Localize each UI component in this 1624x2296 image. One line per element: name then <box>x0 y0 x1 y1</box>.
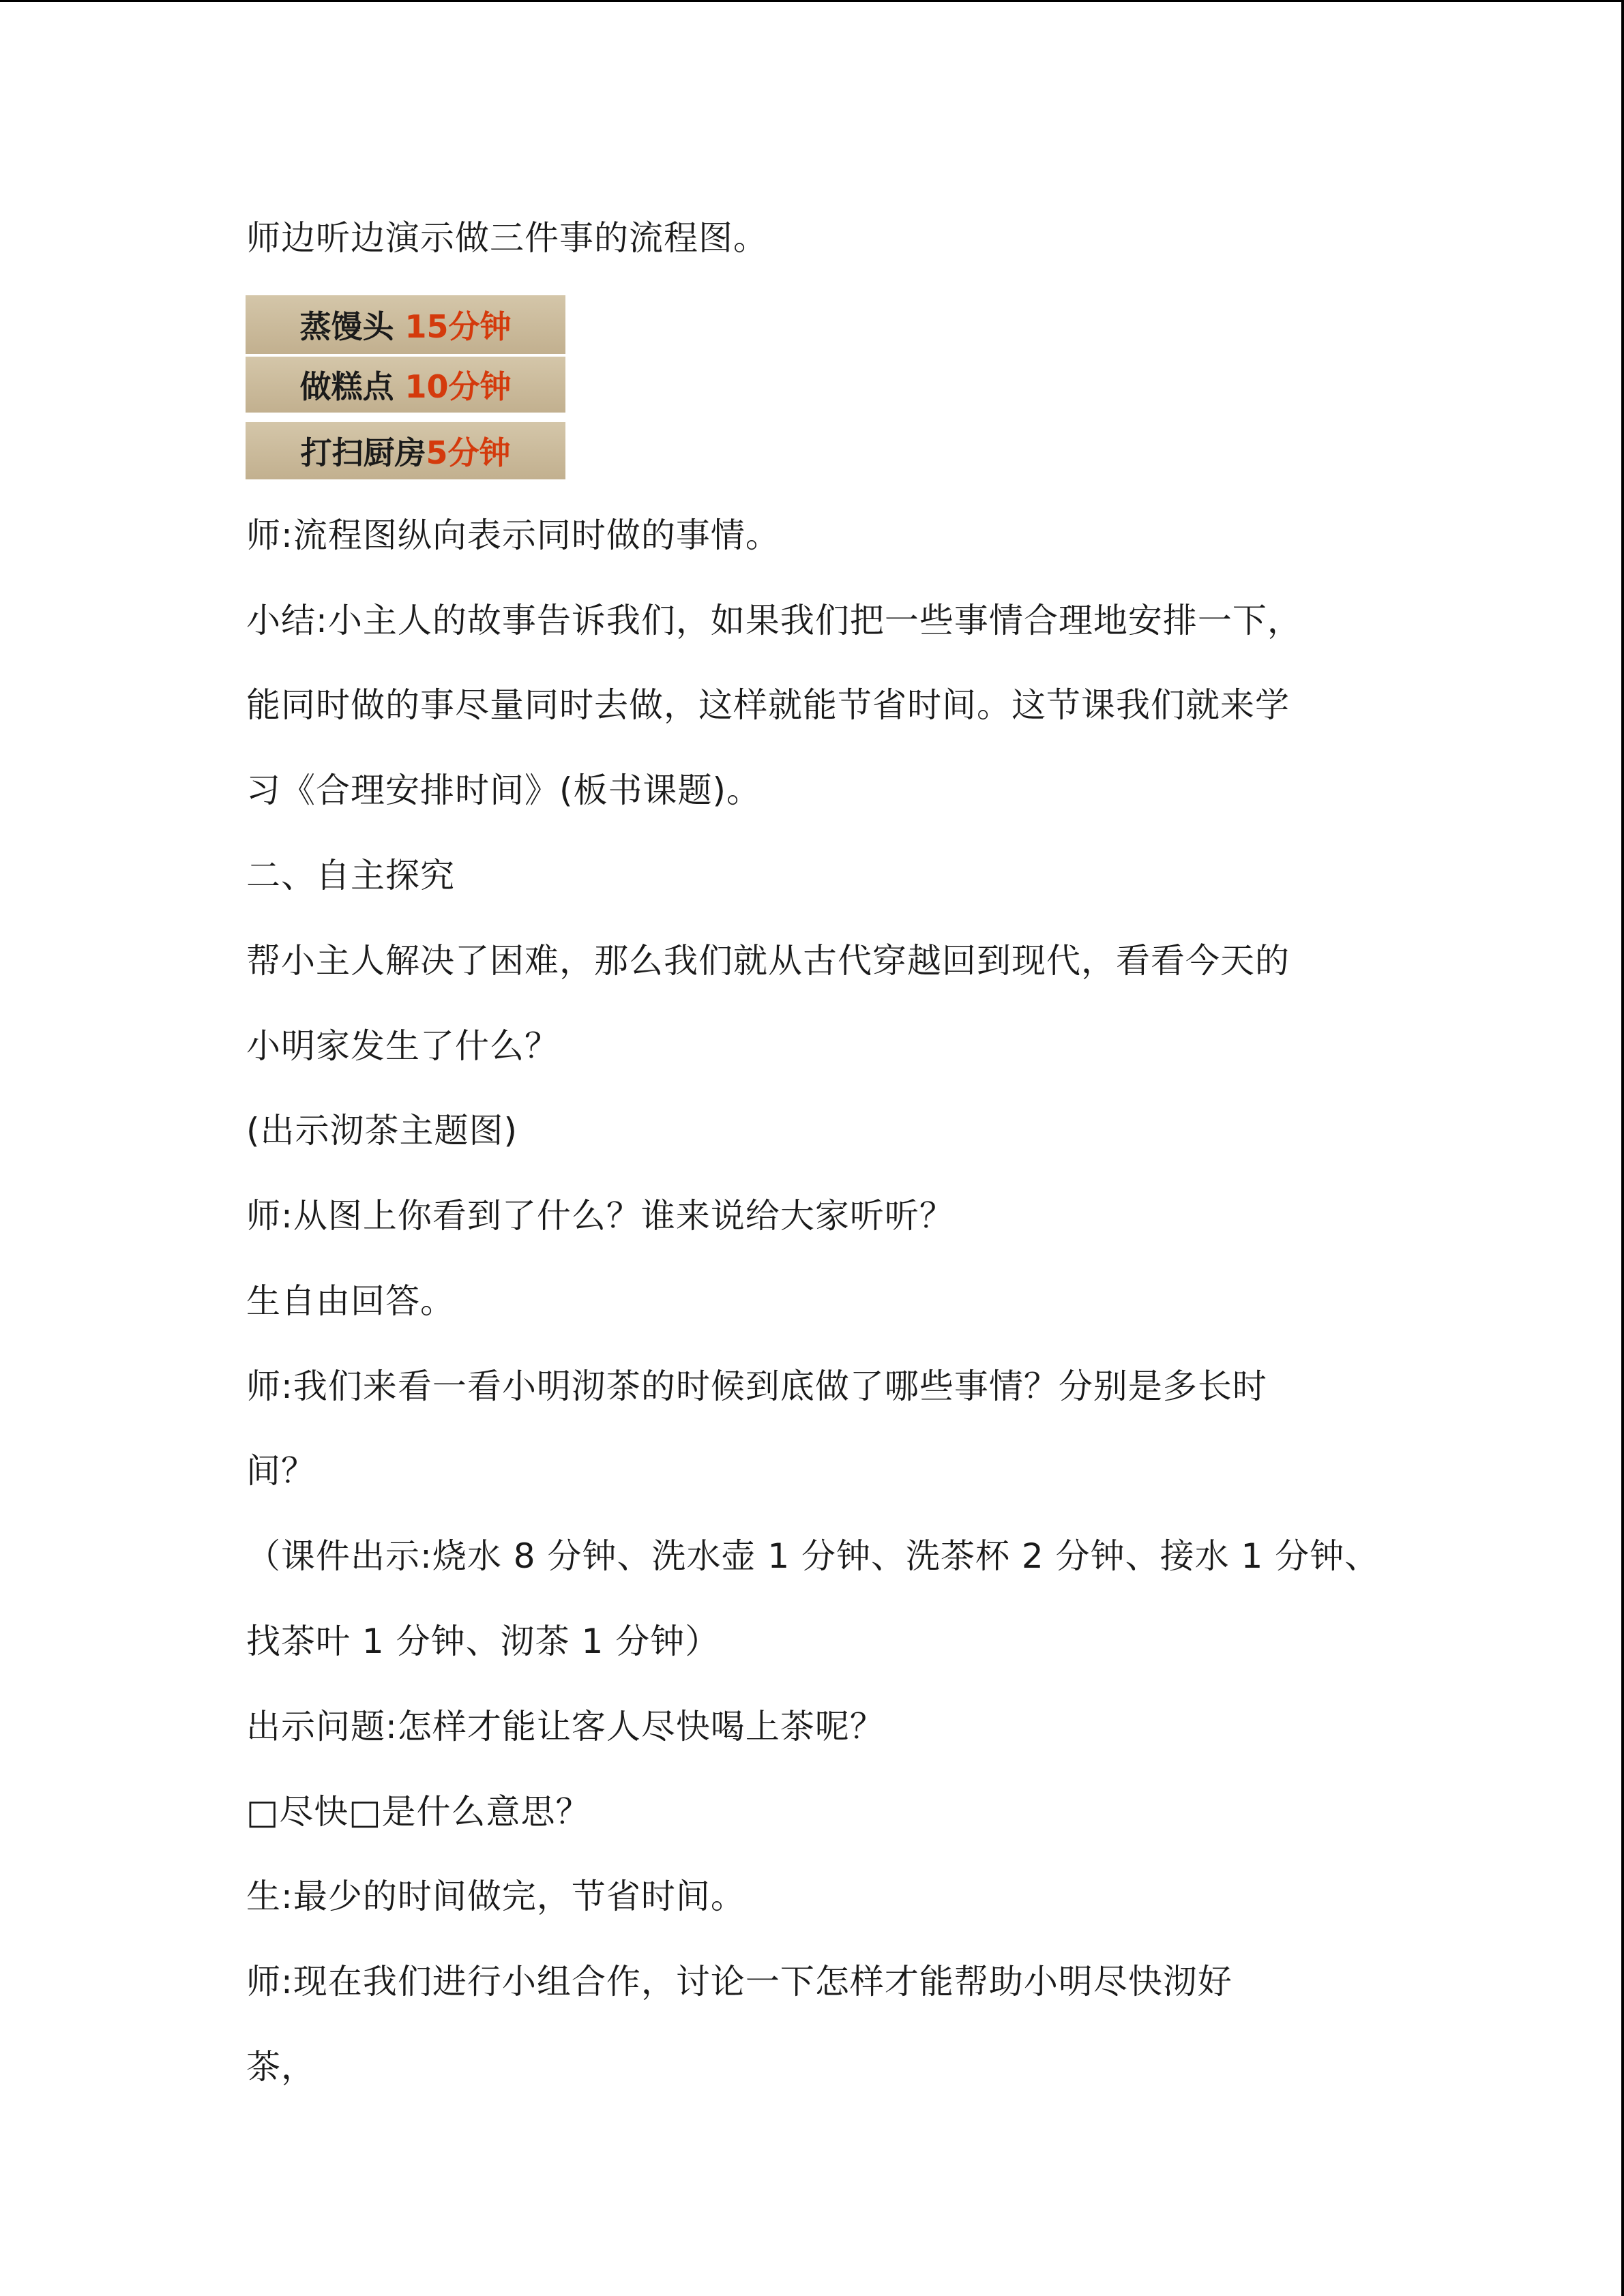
paragraph-line: □尽快□是什么意思？ <box>246 1792 591 1832</box>
paragraph-line: 师:现在我们进行小组合作，讨论一下怎样才能帮助小明尽快沏好 <box>246 1962 1232 2001</box>
paragraph-line: 生:最少的时间做完，节省时间。 <box>246 1877 745 1916</box>
section-heading: 二、自主探究 <box>246 856 455 895</box>
paragraph-line: 小明家发生了什么？ <box>246 1026 559 1066</box>
paragraph-line: 能同时做的事尽量同时去做，这样就能节省时间。这节课我们就来学 <box>246 685 1290 725</box>
paragraph-line: 师:流程图纵向表示同时做的事情。 <box>246 516 780 555</box>
paragraph-line: 间？ <box>246 1451 316 1491</box>
paragraph-line: 出示问题:怎样才能让客人尽快喝上茶呢？ <box>246 1707 885 1746</box>
flowchart-box <box>246 422 565 479</box>
paragraph-line: 生自由回答。 <box>246 1281 455 1321</box>
flowchart <box>246 295 565 479</box>
paragraph-line: (出示沏茶主题图) <box>246 1111 518 1150</box>
flowchart-box <box>246 295 565 354</box>
paragraph-line: 师:从图上你看到了什么？谁来说给大家听听？ <box>246 1196 954 1236</box>
paragraph-line: 找茶叶 1 分钟、沏茶 1 分钟） <box>246 1622 720 1661</box>
flowchart-duration: 15分钟 <box>404 308 512 345</box>
page-border-top <box>0 0 1624 2</box>
paragraph-line: （课件出示:烧水 8 分钟、洗水壶 1 分钟、洗茶杯 2 分钟、接水 1 分钟、 <box>246 1536 1380 1576</box>
paragraph-line: 茶， <box>246 2047 316 2087</box>
paragraph-line: 帮小主人解决了困难，那么我们就从古代穿越回到现代，看看今天的 <box>246 941 1290 981</box>
flowchart-task: 做糕点 <box>299 368 394 405</box>
paragraph-line: 师:我们来看一看小明沏茶的时候到底做了哪些事情？分别是多长时 <box>246 1367 1267 1406</box>
paragraph-line: 习《合理安排时间》(板书课题)。 <box>246 771 762 810</box>
flowchart-duration: 10分钟 <box>404 368 512 405</box>
flowchart-duration: 5分钟 <box>426 434 511 471</box>
flowchart-task: 打扫厨房 <box>300 434 426 471</box>
paragraph-line: 小结:小主人的故事告诉我们，如果我们把一些事情合理地安排一下， <box>246 601 1302 640</box>
paragraph-line: 师边听边演示做三件事的流程图。 <box>246 218 768 258</box>
flowchart-task: 蒸馒头 <box>299 308 394 345</box>
page-border-right <box>1621 0 1624 2296</box>
flowchart-box <box>246 357 565 413</box>
